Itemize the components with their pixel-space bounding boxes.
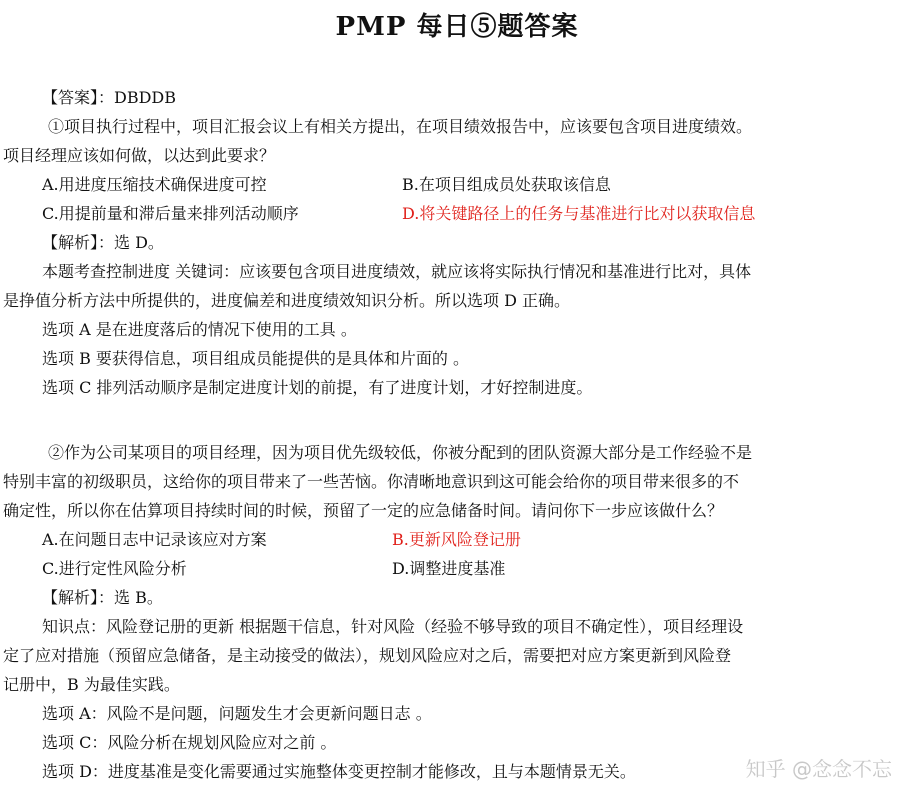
q1-note-a: 选项 A 是在进度落后的情况下使用的工具 。 <box>42 320 357 339</box>
q1-note-b: 选项 B 要获得信息，项目组成员能提供的是具体和片面的 。 <box>42 349 470 368</box>
q1-explanation-line-2: 是挣值分析方法中所提供的，进度偏差和进度绩效知识分析。所以选项 D 正确。 <box>3 291 571 310</box>
q2-explanation-line-2: 定了应对措施（预留应急储备，是主动接受的做法），规划风险应对之后，需要把对应方案更新到风险登 <box>3 646 732 665</box>
q1-option-b: B.在项目组成员处获取该信息 <box>402 175 611 194</box>
q2-note-d: 选项 D：进度基准是变化需要通过实施整体变更控制才能修改，且与本题情景无关。 <box>42 762 636 781</box>
q2-stem-line-2: 特别丰富的初级职员，这给你的项目带来了一些苦恼。你清晰地意识到这可能会给你的项目带来很多的不 <box>3 472 740 491</box>
q2-explanation-line-3: 记册中，B 为最佳实践。 <box>3 675 180 694</box>
q1-explanation-line-1: 本题考查控制进度 关键词：应该要包含项目进度绩效，就应该将实际执行情况和基准进行比对，具体 <box>42 262 752 281</box>
q1-option-a: A.用进度压缩技术确保进度可控 <box>42 175 267 194</box>
answer-key: 【答案】：DBDDB <box>42 88 177 107</box>
q1-stem-line-1: ①项目执行过程中，项目汇报会议上有相关方提出，在项目绩效报告中，应该要包含项目进度绩效。 <box>48 117 753 136</box>
q2-option-c: C.进行定性风险分析 <box>42 559 187 578</box>
q2-stem-line-1: ②作为公司某项目的项目经理，因为项目优先级较低，你被分配到的团队资源大部分是工作经验不是 <box>48 443 753 462</box>
page-title: PMP 每日⑤题答案 <box>335 12 579 42</box>
q1-stem-line-2: 项目经理应该如何做，以达到此要求？ <box>3 146 276 165</box>
q1-option-c: C.用提前量和滞后量来排列活动顺序 <box>42 204 299 223</box>
q2-option-a: A.在问题日志中记录该应对方案 <box>42 530 267 549</box>
q2-analysis-label: 【解析】：选 B。 <box>42 588 163 607</box>
watermark: 知乎 @念念不忘 <box>745 757 892 781</box>
q2-option-d: D.调整进度基准 <box>392 559 506 578</box>
q2-note-c: 选项 C：风险分析在规划风险应对之前 。 <box>42 733 337 752</box>
q1-analysis-label: 【解析】：选 D。 <box>42 233 164 252</box>
q1-note-c: 选项 C 排列活动顺序是制定进度计划的前提，有了进度计划，才好控制进度。 <box>42 378 593 397</box>
q1-option-d-correct: D.将关键路径上的任务与基准进行比对以获取信息 <box>402 204 756 223</box>
q2-option-b-correct: B.更新风险登记册 <box>392 530 521 549</box>
q2-stem-line-3: 确定性，所以你在估算项目持续时间的时候，预留了一定的应急储备时间。请问你下一步应该做什么？ <box>3 501 724 520</box>
q2-explanation-line-1: 知识点：风险登记册的更新 根据题干信息，针对风险（经验不够导致的项目不确定性），项目经理设 <box>42 617 744 636</box>
q2-note-a: 选项 A：风险不是问题，问题发生才会更新问题日志 。 <box>42 704 432 723</box>
